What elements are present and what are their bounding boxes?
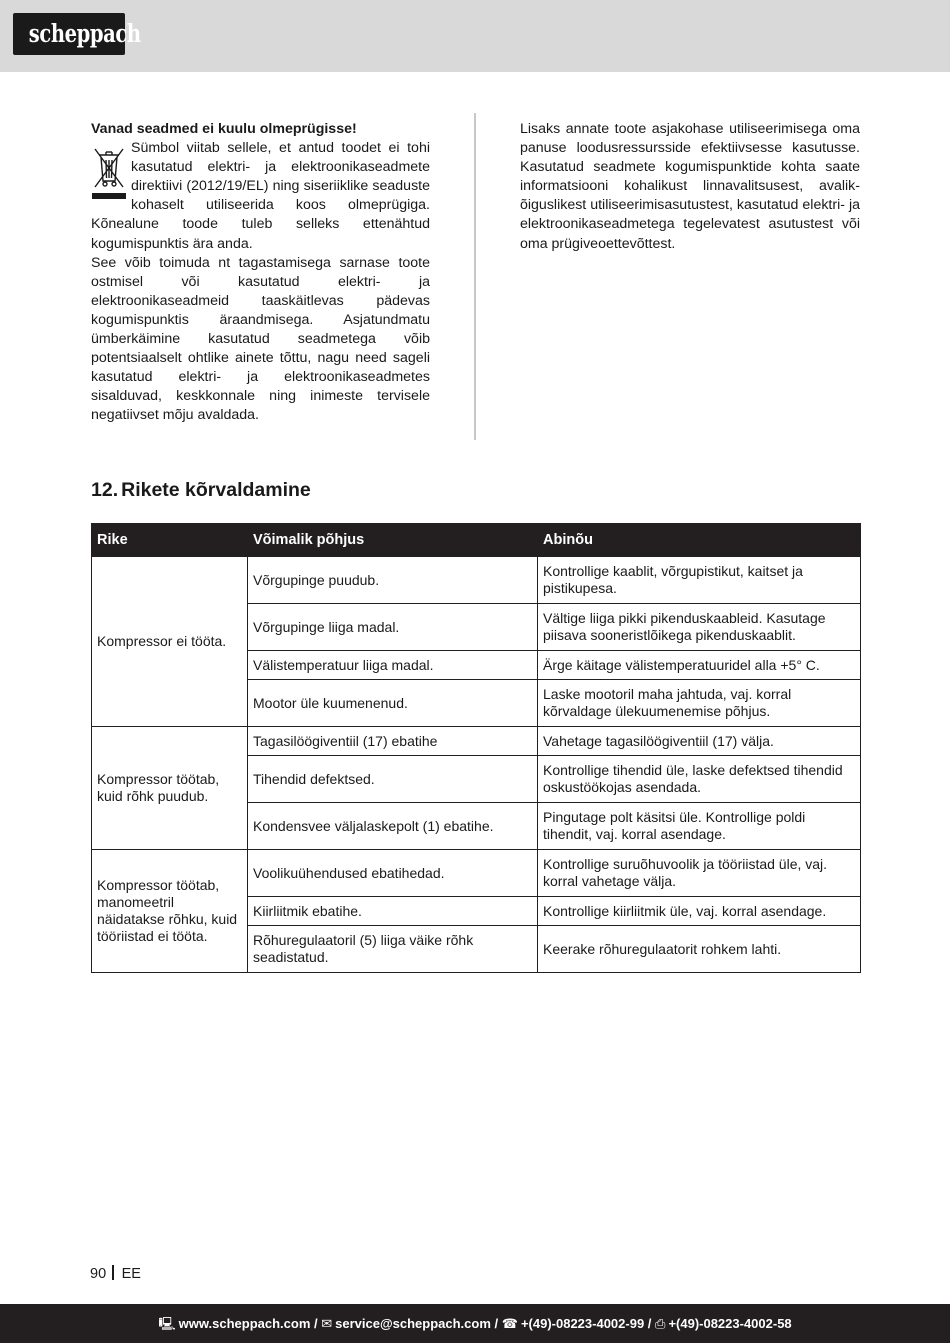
remedy-cell: Ärge käitage välistemperatuuridel alla +5° C. xyxy=(538,651,861,680)
fault-cell: Kompressor ei tööta. xyxy=(92,557,248,727)
separator: / xyxy=(490,1316,502,1331)
cause-cell: Kiirliitmik ebatihe. xyxy=(248,897,538,926)
remedy-cell: Keerake rõhuregulaatorit rohkem lahti. xyxy=(538,926,861,973)
section-title: Rikete kõrvaldamine xyxy=(121,479,311,501)
right-column xyxy=(520,120,860,254)
cause-cell: Kondensvee väljalaskepolt (1) ebatihe. xyxy=(248,803,538,850)
cause-cell: Välistemperatuur liiga madal. xyxy=(248,651,538,680)
email-link[interactable]: service@scheppach.com xyxy=(335,1316,491,1331)
phone-number: +(49)-08223-4002-99 xyxy=(520,1316,645,1331)
column-header-fault: Rike xyxy=(92,524,248,557)
remedy-cell: Vältige liiga pikki pikenduskaableid. Kasutage piisava sooneristlõikega pikenduskaablit. xyxy=(538,604,861,651)
cause-cell: Võrgupinge puudub. xyxy=(248,557,538,604)
cause-cell: Rõhuregulaatoril (5) liiga väike rõhk seadistatud. xyxy=(248,926,538,973)
left-column xyxy=(91,120,430,426)
contact-bar xyxy=(0,1304,950,1343)
page-number-block xyxy=(90,1265,141,1282)
section-number: 12. xyxy=(91,479,119,501)
troubleshooting-table xyxy=(91,523,861,973)
separator: / xyxy=(644,1316,656,1331)
header-bar xyxy=(0,0,950,72)
remedy-cell: Laske mootoril maha jahtuda, vaj. korral kõrvaldage ülekuumenemise põhjus. xyxy=(538,680,861,727)
table-row xyxy=(92,727,861,756)
section-heading xyxy=(91,479,311,502)
table-header-row xyxy=(92,524,861,557)
disposal-heading: Vanad seadmed ei kuulu olmeprügisse! xyxy=(91,121,357,137)
fax-number: +(49)-08223-4002-58 xyxy=(668,1316,792,1331)
disposal-paragraph-2: See võib toimuda nt tagastamisega sarnase toote ostmisel või kasutatud elektri- ja elektroonikaseadmeid taaskäitlevas pädevas kogumispunktis äraandmisega. Asjatundmatu ümberkäimine kasutatud seadmetega võib potentsiaalselt ohtlike ainete tõttu, nagu need sageli kasutatud elektri- ja elektroonikaseadmetes sisalduvad, keskkonnale ning inimeste tervisele negatiivset mõju avaldada. xyxy=(91,254,430,424)
column-header-cause: Võimalik põhjus xyxy=(248,524,538,557)
remedy-cell: Kontrollige kaablit, võrgupistikut, kaitset ja pistikupesa. xyxy=(538,557,861,604)
fault-cell: Kompressor töötab, kuid rõhk puudub. xyxy=(92,727,248,850)
remedy-cell: Kontrollige kiirliitmik üle, vaj. korral asendage. xyxy=(538,897,861,926)
language-code: EE xyxy=(121,1266,141,1282)
weee-crossed-bin-icon xyxy=(91,141,127,203)
column-divider xyxy=(474,113,476,440)
remedy-cell: Kontrollige tihendid üle, laske defektsed tihendid oskustöökojas asendada. xyxy=(538,756,861,803)
table-row xyxy=(92,557,861,604)
scheppach-logo: scheppach xyxy=(13,13,125,55)
fax-icon: ⎙ xyxy=(655,1316,666,1331)
cause-cell: Võrgupinge liiga madal. xyxy=(248,604,538,651)
page-separator xyxy=(112,1265,114,1280)
recycling-paragraph: Lisaks annate toote asjakohase utiliseerimisega oma panuse loodusressursside efektiivsesse kasutusse. Kasutatud seadmete kogumispunktide kohta saate informatsiooni kohalikust linnavalitsusest, avalik-õiguslikest utiliseerimisasutustest, kasutatud elektri- ja elektroonikaseadmetega tegelevatest asutustest või oma prügiveoettevõttest. xyxy=(520,121,860,252)
fault-cell: Kompressor töötab, manomeetril näidatakse rõhku, kuid tööriistad ei tööta. xyxy=(92,850,248,973)
envelope-icon: ✉ xyxy=(321,1316,333,1331)
cause-cell: Voolikuühendused ebatihedad. xyxy=(248,850,538,897)
separator: / xyxy=(310,1316,322,1331)
remedy-cell: Pingutage polt käsitsi üle. Kontrollige poldi tihendit, vaj. korral asendage. xyxy=(538,803,861,850)
remedy-cell: Vahetage tagasilöögiventiil (17) välja. xyxy=(538,727,861,756)
phone-icon: ☎ xyxy=(501,1316,518,1331)
cause-cell: Mootor üle kuumenenud. xyxy=(248,680,538,727)
website-link[interactable]: www.scheppach.com xyxy=(178,1316,311,1331)
remedy-cell: Kontrollige suruõhuvoolik ja tööriistad üle, vaj. korral vahetage välja. xyxy=(538,850,861,897)
column-header-remedy: Abinõu xyxy=(538,524,861,557)
table-row xyxy=(92,850,861,897)
cause-cell: Tihendid defektsed. xyxy=(248,756,538,803)
cause-cell: Tagasilöögiventiil (17) ebatihe xyxy=(248,727,538,756)
page-number: 90 xyxy=(90,1266,107,1282)
computer-icon: 🖳 xyxy=(158,1316,176,1331)
disposal-paragraph-1: Sümbol viitab sellele, et antud toodet ei tohi kasutatud elektri- ja elektroonikaseadmete direktiivi (2012/19/EL) ning siseriiklike seaduste kohaselt utiliseerida koos olmeprügiga. Kõnealune toode tuleb selleks ettenähtud kogumispunktis ära anda. xyxy=(91,140,430,252)
